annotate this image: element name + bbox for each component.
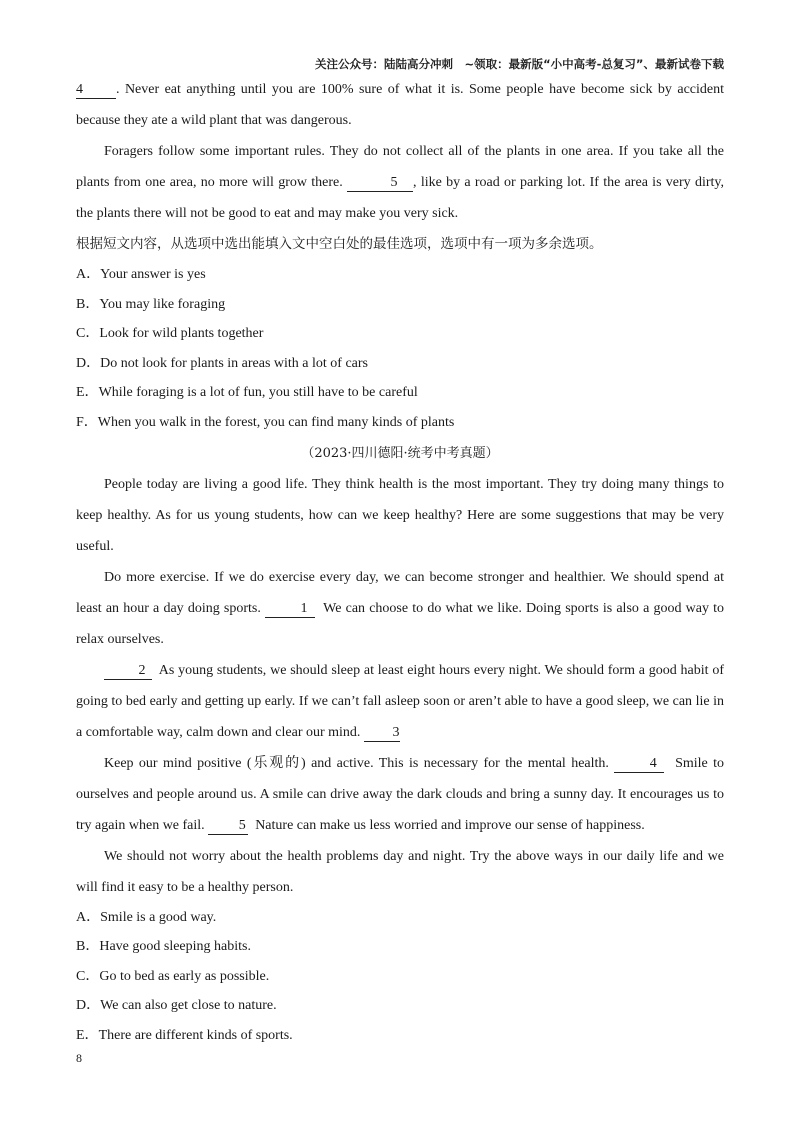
options-list-2	[76, 903, 724, 1051]
option-text: When you walk in the forest, you can find many kinds of plants	[97, 414, 455, 430]
option-text: Have good sleeping habits.	[99, 939, 251, 955]
option-letter: C．	[76, 326, 100, 342]
paragraph-text: Nature can make us less worried and improve our sense of happiness.	[255, 817, 645, 833]
option-letter: A．	[76, 909, 101, 925]
blank-2: 2	[104, 663, 152, 680]
option-letter: B．	[76, 296, 100, 312]
option-letter: B．	[76, 939, 100, 955]
paragraph-text: . Never eat anything until you are 100% sure of what it is. Some people have become sick by accident because they ate a wild plant that was dangerous.	[76, 82, 724, 128]
source-label: （2023·四川德阳·统考中考真题）	[301, 445, 499, 461]
passage2-paragraph-4	[76, 748, 724, 841]
option-item	[76, 932, 724, 962]
option-item	[76, 378, 724, 408]
option-text: While foraging is a lot of fun, you still have to be careful	[98, 385, 418, 401]
option-item	[76, 408, 724, 438]
passage2-paragraph-2	[76, 562, 724, 655]
blank-4b: 4	[614, 756, 664, 773]
option-text: Look for wild plants together	[99, 326, 264, 342]
passage2-paragraph-1: People today are living a good life. They think health is the most important. They try doing many things to keep healthy. As for us young students, how can we keep healthy? Here are some suggestions that may be very useful.	[76, 476, 724, 554]
option-item	[76, 962, 724, 992]
option-item	[76, 290, 724, 320]
page-header: 关注公众号：陆陆高分冲刺 ~领取：最新版“小中高考-总复习”、最新试卷下载	[314, 57, 724, 71]
instruction: 根据短文内容，从选项中选出能填入文中空白处的最佳选项，选项中有一项为多余选项。	[76, 236, 603, 252]
option-item	[76, 1021, 724, 1051]
blank-3: 3	[364, 725, 400, 742]
options-list-1	[76, 260, 724, 438]
option-item	[76, 349, 724, 379]
option-text: There are different kinds of sports.	[98, 1027, 293, 1043]
page-number: 8	[76, 1051, 82, 1065]
passage2-paragraph-5: We should not worry about the health problems day and night. Try the above ways in our daily life and we will find it easy to be a healthy person.	[76, 848, 724, 895]
blank-5b: 5	[208, 818, 248, 835]
option-item	[76, 260, 724, 290]
option-letter: D．	[76, 998, 101, 1014]
option-text: Smile is a good way.	[100, 909, 217, 925]
paragraph-text: , like by a road or parking lot. If the area is very dirty, the plants there will not be good to eat and may make you very sick.	[76, 175, 724, 221]
paragraph-text: As young students, we should sleep at least eight hours every night. We should form a good habit of going to bed early and getting up early. If we can’t fall asleep soon or aren’t able to have a good sleep, we can lie in a comfortable way, calm down and clear our mind.	[76, 662, 724, 740]
option-text: You may like foraging	[99, 296, 226, 312]
blank-5: 5	[347, 175, 413, 192]
option-item	[76, 319, 724, 349]
option-item	[76, 991, 724, 1021]
passage2-paragraph-3	[76, 655, 724, 748]
option-text: Your answer is yes	[100, 267, 206, 282]
passage1-paragraph-2	[76, 136, 724, 229]
option-item	[76, 903, 724, 933]
option-text: We can also get close to nature.	[100, 998, 277, 1014]
document-body	[76, 74, 724, 1051]
paragraph-text: Keep our mind positive (乐观的) and active. This is necessary for the mental health.	[104, 755, 609, 771]
blank-1: 1	[265, 601, 315, 618]
paragraph-text: Foragers follow some important rules. They do not collect all of the plants in one area. If you take all the plants from one area, no more will grow there.	[76, 144, 724, 190]
option-text: Go to bed as early as possible.	[99, 968, 270, 984]
option-letter: A．	[76, 267, 101, 282]
option-letter: D．	[76, 355, 101, 371]
option-letter: E．	[76, 1027, 99, 1043]
passage1-paragraph-1	[76, 74, 724, 136]
paragraph-text: Smile to ourselves and people around us. A smile can drive away the dark clouds and bring a sunny day. It encourages us to try again when we fail.	[76, 755, 725, 833]
option-letter: F．	[76, 414, 98, 430]
option-text: Do not look for plants in areas with a lot of cars	[100, 355, 369, 371]
option-letter: E．	[76, 385, 99, 401]
paragraph-text: We can choose to do what we like. Doing sports is also a good way to relax ourselves.	[76, 600, 725, 647]
blank-4: 4	[76, 82, 116, 99]
option-letter: C．	[76, 968, 100, 984]
paragraph-text: Do more exercise. If we do exercise every day, we can become stronger and healthier. We should spend at least an hour a day doing sports.	[76, 569, 724, 616]
